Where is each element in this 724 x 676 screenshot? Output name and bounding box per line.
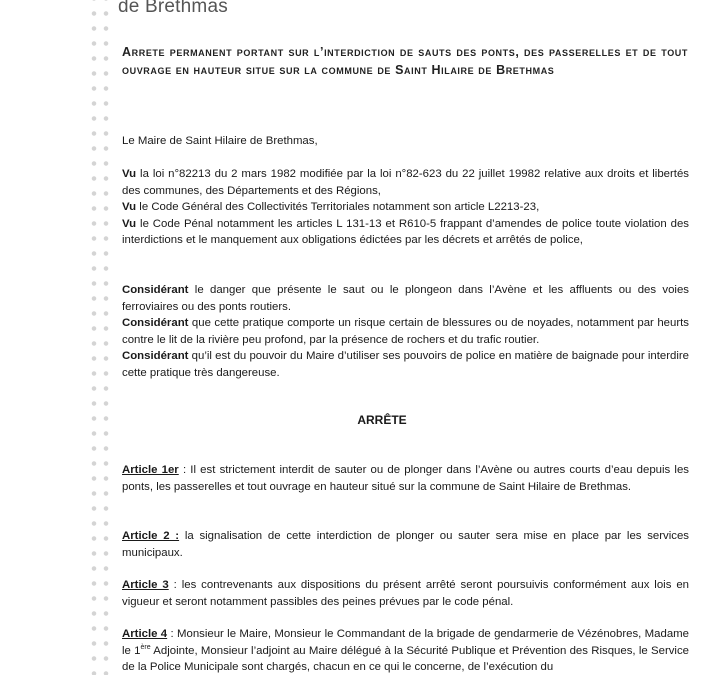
article-1: Article 1er : Il est strictement interdit de sauter ou de plonger dans l’Avène ou autres courts d’eau depuis les ponts, les passerelles et tout ouvrage en hauteur situé sur la commune de Saint Hilaire de Brethmas. — [122, 464, 689, 493]
vu-block — [122, 166, 689, 249]
article-label: Article 3 — [122, 579, 169, 591]
considerant-line: Considérant que cette pratique comporte un risque certain de blessures ou de noyades, notamment par heurts contre le lit de la rivière peu profond, par la présence de rochers et du trafic routier. — [122, 317, 689, 346]
article-2: Article 2 : la signalisation de cette interdiction de plonger ou sauter sera mise en place par les services municipaux. — [122, 530, 689, 559]
vu-line: Vu le Code Général des Collectivités Territoriales notamment son article L2213-23, — [122, 201, 540, 213]
article-label: Article 2 : — [122, 530, 180, 542]
considerant-line: Considérant le danger que présente le saut ou le plongeon dans l’Avène et les affluents ou des voies ferroviaires ou des ponts routiers. — [122, 284, 689, 313]
article-4: Article 4 : Monsieur le Maire, Monsieur le Commandant de la brigade de gendarmerie de Vézénobres, Madame le 1ère Adjointe, Monsieur l’adjoint au Maire délégué à la Sécurité Publique et Prévention des Risques, le Service de la Police Municipale sont chargés, chacun en ce qui le concerne, de l’exécution du — [122, 628, 690, 673]
margin-dot-pattern — [88, 0, 112, 675]
article-3: Article 3 : les contrevenants aux dispositions du présent arrêté seront poursuivis conformément aux lois en vigueur et seront notamment passibles des peines prévues par le code pénal. — [122, 579, 689, 608]
considerant-line: Considérant qu’il est du pouvoir du Maire d’utiliser ses pouvoirs de police en matière de baignade pour interdire cette pratique très dangereuse. — [122, 350, 689, 379]
arrete-heading: ARRÊTE — [357, 413, 407, 427]
article-label: Article 1er — [122, 464, 179, 476]
document-title: Arrete permanent portant sur l’interdiction de sauts des ponts, des passerelles et de tout ouvrage en hauteur situe sur la commune de Saint Hilaire de Brethmas — [122, 45, 688, 77]
vu-line: Vu la loi n°82213 du 2 mars 1982 modifiée par la loi n°82-623 du 22 juillet 19982 relative aux droits et libertés des communes, des Départements et des Régions, — [122, 168, 689, 197]
salutation: Le Maire de Saint Hilaire de Brethmas, — [122, 135, 318, 147]
article-label: Article 4 — [122, 628, 168, 640]
municipality-logo-text: de Brethmas — [118, 0, 228, 17]
vu-line: Vu le Code Pénal notamment les articles L 131-13 et R610-5 frappant d’amendes de police toute violation des interdictions et le manquement aux obligations édictées par les décrets et arrêtés de police, — [122, 217, 689, 246]
salutation-block — [122, 133, 689, 150]
considerant-block — [122, 282, 689, 381]
